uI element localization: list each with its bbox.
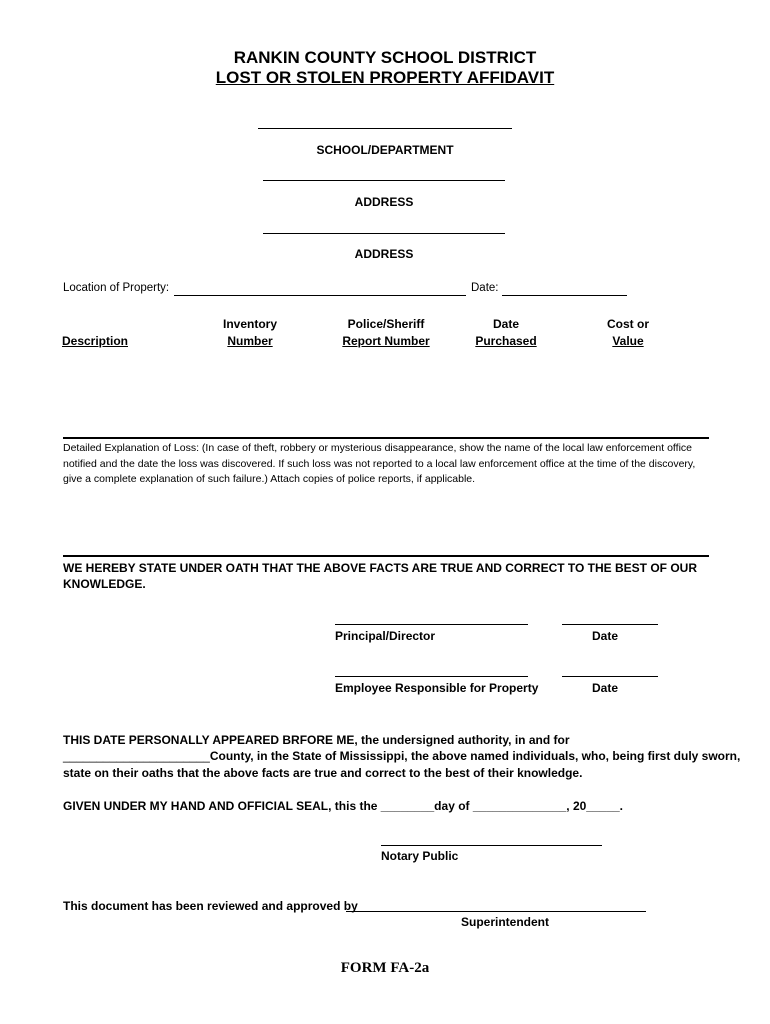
- school-department-label: SCHOOL/DEPARTMENT: [316, 143, 454, 157]
- oath-statement: WE HEREBY STATE UNDER OATH THAT THE ABOVE FACTS ARE TRUE AND CORRECT TO THE BEST OF OUR KNOWLEDGE.: [63, 561, 698, 591]
- explanation-text: Detailed Explanation of Loss: (In case of theft, robbery or mysterious disappearance, show the name of the local law enforcement office notified and the date the loss was discovered. If such loss was not reported to a local law enforcement office at the time of the discovery, give a complete explanation of such failure.) Attach copies of police reports, if applicable.: [63, 442, 696, 485]
- employee-label: Employee Responsible for Property: [335, 681, 539, 695]
- superintendent-label: Superintendent: [460, 915, 549, 929]
- notary-signature-line[interactable]: [381, 845, 602, 846]
- location-line[interactable]: [174, 282, 466, 296]
- given-under-hand: GIVEN UNDER MY HAND AND OFFICIAL SEAL, this the ________day of ______________, 20_____.: [63, 799, 624, 813]
- column-date-purchased: Date Purchased: [475, 317, 537, 348]
- date-label: Date:: [471, 282, 499, 294]
- employee-date-label: Date: [591, 681, 618, 695]
- explanation-divider: [63, 437, 709, 439]
- column-report-number: Police/Sheriff Report Number: [342, 317, 430, 348]
- approval-text: This document has been reviewed and approved by: [63, 899, 358, 913]
- column-cost-value: Cost or Value: [607, 317, 649, 348]
- employee-date-line[interactable]: [562, 676, 658, 677]
- notary-line2: ______________________County, in the State of Mississippi, the above named individuals, who, being first duly sworn,: [63, 749, 741, 763]
- employee-signature-line[interactable]: [335, 676, 528, 677]
- oath-divider: [63, 555, 709, 557]
- notary-line3: state on their oaths that the above facts are true and correct to the best of their knowledge.: [63, 766, 583, 780]
- address1-label: ADDRESS: [354, 195, 414, 209]
- address2-line[interactable]: [263, 233, 505, 234]
- principal-signature-line[interactable]: [335, 624, 528, 625]
- school-department-line[interactable]: [258, 128, 512, 129]
- column-description: Description: [61, 334, 128, 348]
- approval-line[interactable]: [346, 898, 646, 912]
- notary-line1: THIS DATE PERSONALLY APPEARED BRFORE ME, the undersigned authority, in and for: [63, 733, 570, 747]
- notary-public-label: Notary Public: [381, 849, 459, 863]
- county-blank[interactable]: ______________________: [63, 749, 210, 763]
- principal-date-label: Date: [591, 629, 618, 643]
- principal-label: Principal/Director: [335, 629, 436, 643]
- form-title: RANKIN COUNTY SCHOOL DISTRICT: [233, 48, 537, 67]
- date-line[interactable]: [502, 282, 627, 296]
- principal-date-line[interactable]: [562, 624, 658, 625]
- column-inventory-number: Inventory Number: [222, 317, 277, 348]
- address2-label: ADDRESS: [354, 247, 414, 261]
- form-subtitle: LOST OR STOLEN PROPERTY AFFIDAVIT: [215, 68, 555, 87]
- form-number: FORM FA-2a: [340, 960, 430, 976]
- address1-line[interactable]: [263, 180, 505, 181]
- location-label: Location of Property:: [63, 282, 170, 294]
